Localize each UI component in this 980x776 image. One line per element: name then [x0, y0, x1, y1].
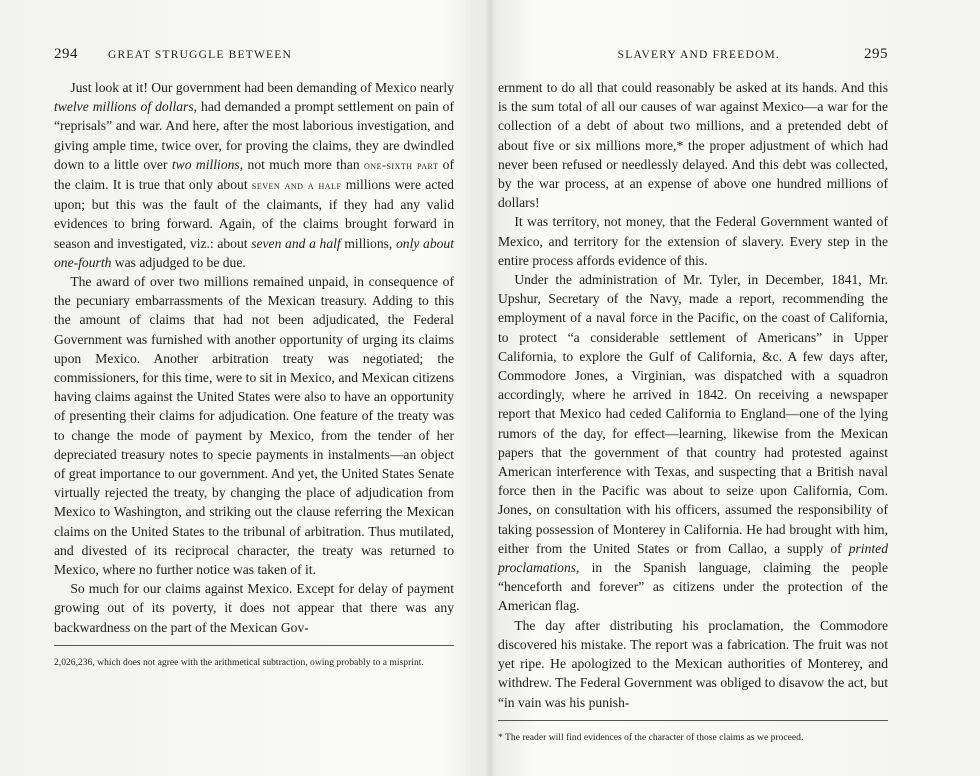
- paragraph: The day after distributing his proclamation, the Commodore discovered his mistake. The report was a fabrication. The fruit was not yet ripe. He apologized to the Mexican authorities of Monterey, and withdrew. The Federal Government was obliged to disavow the act, but “in vain was his punish-: [498, 617, 888, 710]
- paragraph: Under the administration of Mr. Tyler, in December, 1841, Mr. Upshur, Secretary of the Navy, made a report, recommending the employment of a naval force in the Pacific, on the coast of California, to protect “a considerable settlement of Americans” in Upper California, to explore the Gulf of California, &c. A few days after, Commodore Jones, a Virginian, was dispatched with a squadron accordingly, where he arrived in 1842. On receiving a newspaper report that Mexico had ceded California to England—one of the lying rumors of the day, for effect—learning, likewise from the Mexican papers that the government of that country had protested against American interference with Texas, and suspecting that a British naval force then in the Pacific was about to seize upon California, Com. Jones, on consultation with his officers, assumed the responsibility of taking possession of Monterey in California. He had brought with him, either from the United States or from Callao, a supply of printed proclamations, in the Spanish language, claiming the people “henceforth and forever” as citizens under the protection of the American flag.: [498, 272, 888, 614]
- page-number: 295: [864, 46, 888, 62]
- paragraph: So much for our claims against Mexico. Except for delay of payment growing out of its poverty, it does not appear that there was any backwardness on the part of the Mexican Gov-: [54, 581, 454, 635]
- footnote-rule: [498, 720, 888, 721]
- paragraph: ernment to do all that could reasonably be asked at its hands. And this is the sum total of all our causes of war against Mexico—a war for the collection of a debt of about two millions, and a pretended debt of about five or six millions more,* the proper adjustment of which had never been refused or needlessly delayed. And this debt was collected, by the war process, at an expense of above one hundred millions of dollars!: [498, 80, 888, 211]
- page-number: 294: [54, 46, 78, 62]
- right-page-header: [498, 46, 888, 70]
- paragraph: The award of over two millions remained unpaid, in consequence of the pecuniary embarrassments of the Mexican treasury. Adding to this the amount of claims that had not been adjudicated, the Federal Government was furnished with another opportunity of urging its claims upon Mexico. Another arbitration treaty was negotiated; the commissioners, for this time, were to sit in Mexico, and Mexican citizens having claims against the United States were also to have an opportunity of presenting their claims for adjudication. One feature of the treaty was to change the mode of payment by Mexico, from the tender of her depreciated treasury notes to specie payments in instalments—an object of great importance to our government. And yet, the United States Senate virtually rejected the treaty, by changing the place of adjudication from Mexico to Washington, and striking out the clause referring the Mexican claims on the United States to the tribunal of arbitration. Thus mutilated, and divested of its reciprocal character, the treaty was returned to Mexico, where no further notice was taken of it.: [54, 274, 454, 578]
- left-page-header: [54, 46, 454, 70]
- paragraph: It was territory, not money, that the Federal Government wanted of Mexico, and territory for the extension of slavery. Every step in the entire process affords evidence of this.: [498, 214, 888, 268]
- footnote-rule: [54, 645, 454, 646]
- left-page-body: [54, 78, 454, 637]
- right-page: [490, 0, 980, 776]
- paragraph: Just look at it! Our government had been demanding of Mexico nearly twelve millions of dollars, had demanded a prompt settlement on pain of “reprisals” and war. And here, after the most laborious investigation, and giving ample time, twice over, for proving the claims, they are dwindled down to a little over two millions, not much more than one-sixth part of the claim. It is true that only about seven and a half millions were acted upon; but this was the fault of the claimants, if they had any valid evidences to bring forward. Again, of the claims brought forward in season and investigated, viz.: about seven and a half millions, only about one-fourth was adjudged to be due.: [54, 80, 454, 270]
- footnote: 2,026,236, which does not agree with the arithmetical subtraction, owing probably to a misprint.: [54, 656, 424, 668]
- running-head: GREAT STRUGGLE BETWEEN: [108, 49, 292, 61]
- footnote: * The reader will find evidences of the character of those claims as we proceed.: [498, 731, 804, 743]
- right-page-body: [498, 78, 888, 712]
- running-head: SLAVERY AND FREEDOM.: [617, 49, 780, 61]
